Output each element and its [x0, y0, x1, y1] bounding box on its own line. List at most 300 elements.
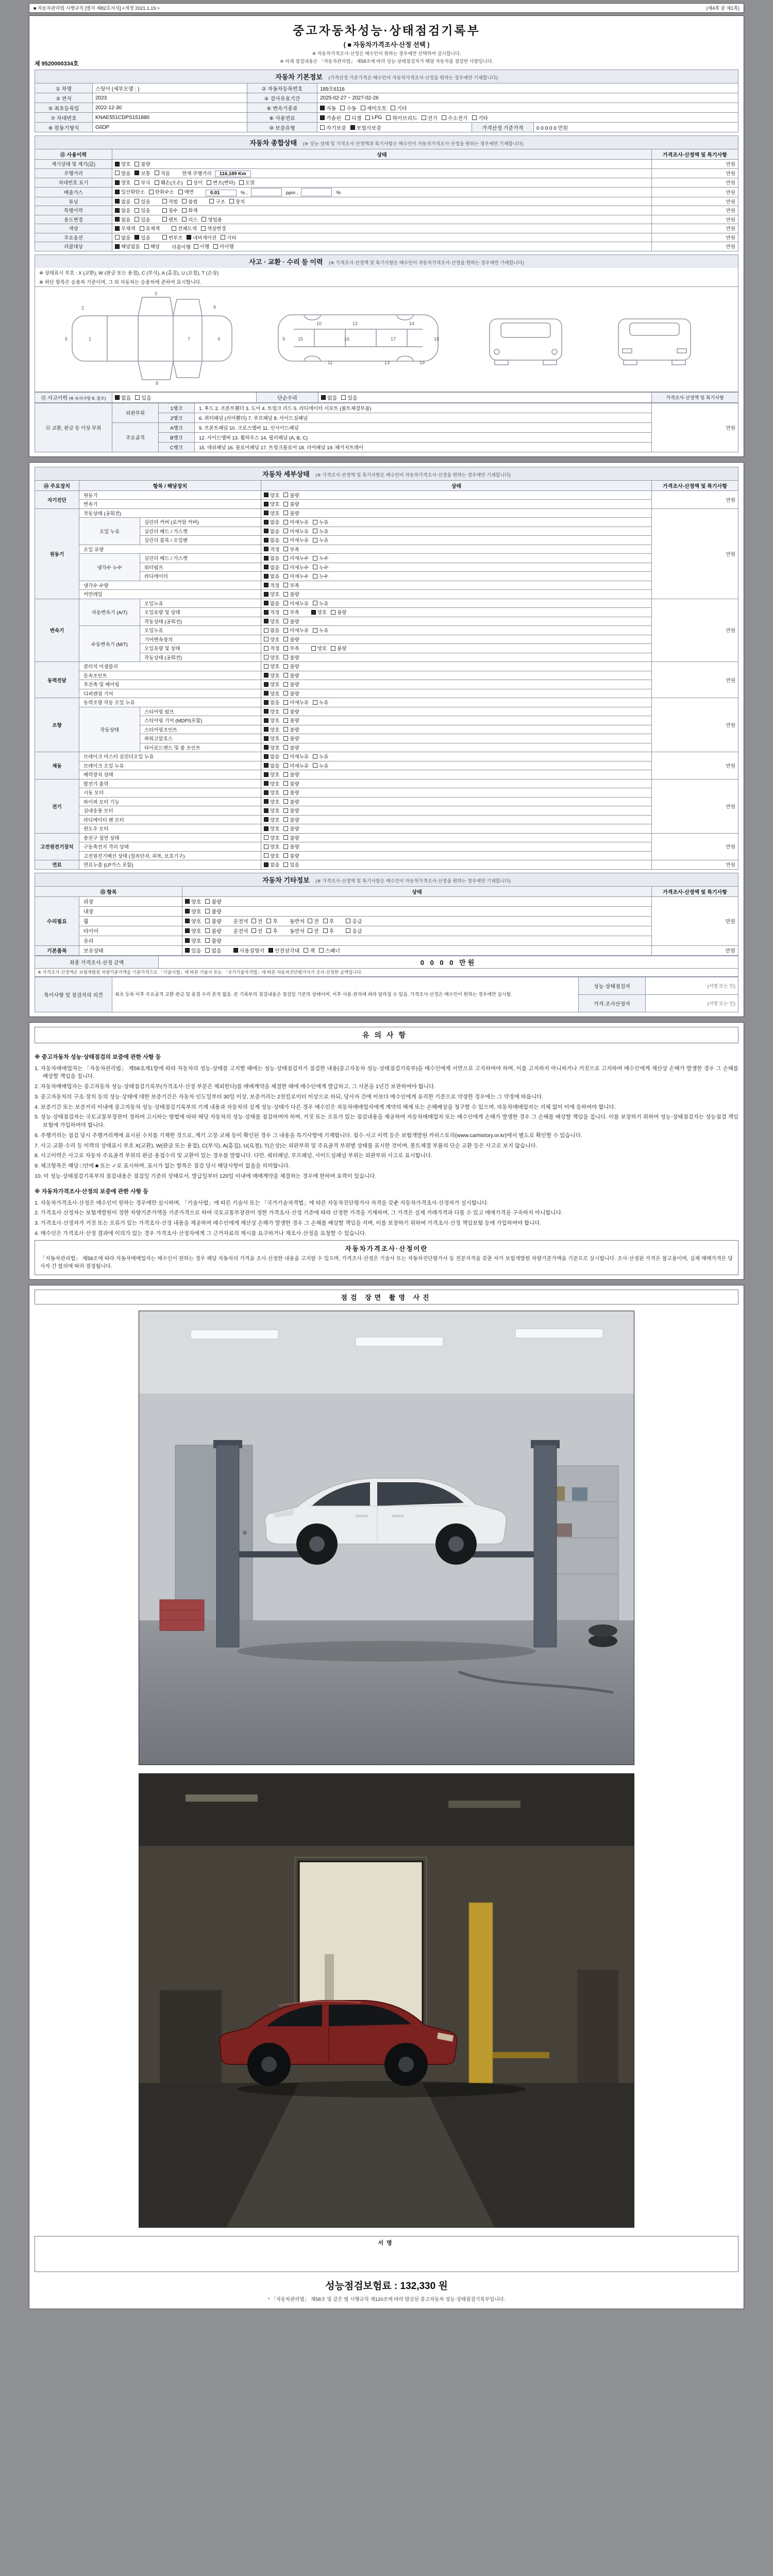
option-후[interactable] [266, 927, 278, 935]
option-누유[interactable] [313, 528, 328, 535]
option-불량[interactable] [283, 500, 299, 507]
option-불량[interactable] [283, 681, 299, 688]
option-색상변경[interactable] [201, 225, 226, 232]
checkbox-checked-icon [311, 610, 316, 615]
option-응급[interactable] [346, 917, 362, 925]
option-보통[interactable] [135, 170, 150, 177]
option-있음[interactable] [135, 216, 150, 223]
option-label: 리스 [188, 217, 198, 223]
option-이행[interactable] [194, 243, 209, 250]
option-label: 양호 [270, 781, 280, 787]
option-불량[interactable] [283, 843, 299, 850]
checkbox-icon [313, 754, 317, 759]
option-누수[interactable] [313, 572, 328, 580]
option-label: 불량 [290, 844, 299, 850]
option-없음[interactable] [264, 528, 279, 535]
option-불량[interactable] [283, 690, 299, 697]
option-썬루프[interactable] [162, 234, 183, 241]
option-미세누유[interactable] [283, 753, 309, 760]
option-잭[interactable] [304, 946, 315, 954]
option-구조[interactable] [209, 198, 225, 205]
option-양호[interactable] [264, 834, 279, 841]
option-스패너[interactable] [319, 946, 340, 954]
option-수소전기[interactable] [442, 114, 468, 122]
option-불량[interactable] [205, 917, 221, 925]
option-부족[interactable] [283, 608, 299, 616]
option-양호[interactable] [264, 672, 279, 679]
option-양호[interactable] [311, 608, 327, 616]
notice-item: 1. 자동차매매업자는 「자동차관리법」 제58조제1항에 따라 자동차의 성능·상태를 고지할 때에는 성능·상태점검자가 점검한 내용(중고자동차 성능·상태점검기록부)을 매수인에게 서면으로 고지하여야 하며, 이를 고지하지 아니하거나 거짓으로 고지하여 매수인에게 재산상 손해가 발생한 경우 그 손해를 배상할 책임을 집니다. [35, 1065, 738, 1080]
option-label: 양호 [270, 511, 280, 517]
option-없음[interactable] [264, 518, 279, 526]
option-무채색[interactable] [115, 225, 136, 232]
base-price-unit: 만원 [558, 125, 568, 131]
option-있음[interactable] [135, 198, 150, 205]
option-전체도색[interactable] [172, 225, 197, 232]
option-불량[interactable] [283, 672, 299, 679]
option-미세누유[interactable] [283, 528, 309, 535]
option-있음[interactable] [135, 394, 151, 401]
option-보험사보증[interactable] [350, 124, 381, 131]
option-기타[interactable] [472, 114, 488, 122]
checkbox-icon [313, 556, 317, 561]
option-없음[interactable] [115, 394, 131, 401]
option-불량[interactable] [283, 816, 299, 823]
option-양호[interactable] [264, 492, 279, 499]
option-부식[interactable] [135, 179, 150, 186]
option-없음[interactable] [264, 536, 279, 544]
option-유채색[interactable] [140, 225, 160, 232]
option-label: 부식 [141, 180, 150, 186]
option-수동[interactable] [340, 104, 356, 112]
option-적정[interactable] [264, 582, 279, 589]
option-group [115, 179, 259, 186]
option-양호[interactable] [264, 663, 279, 670]
option-불량[interactable] [205, 937, 221, 944]
option-없음[interactable] [115, 216, 130, 223]
option-양호[interactable] [264, 717, 279, 724]
option-없음[interactable] [264, 626, 279, 634]
checkbox-icon [283, 853, 288, 858]
option-있음[interactable] [135, 234, 150, 241]
option-미세누유[interactable] [283, 762, 309, 769]
option-양호[interactable] [264, 510, 279, 517]
damage-code-legend: ※ 상태표시 부호 : X (교환), W (판금 또는 용접), C (부식), A (흠집), U (요철), T (손상) [35, 268, 738, 277]
option-양호[interactable] [115, 160, 130, 167]
option-group [115, 160, 155, 167]
checkbox-icon [340, 106, 345, 110]
option-불량[interactable] [283, 492, 299, 499]
signature-block [35, 2236, 738, 2304]
option-전[interactable] [251, 927, 263, 935]
option-안전삼각대[interactable] [268, 946, 299, 954]
device-row [35, 599, 738, 608]
option-많음[interactable] [115, 170, 130, 177]
device-row [35, 833, 738, 842]
option-가솔린[interactable] [320, 114, 341, 122]
usage-item-state [112, 160, 652, 169]
option-누유[interactable] [313, 699, 328, 706]
checkbox-icon [283, 547, 288, 551]
option-불법[interactable] [182, 198, 197, 205]
item-name: 라디에이터 팬 모터 [79, 815, 261, 824]
device-row [35, 590, 738, 599]
option-불량[interactable] [283, 789, 299, 796]
item-state [261, 536, 652, 545]
option-불량[interactable] [283, 663, 299, 670]
option-group [264, 528, 332, 535]
diagram-number: 14 [409, 320, 415, 326]
option-group [346, 917, 366, 925]
option-label: 없음 [270, 520, 280, 526]
checkbox-icon [283, 601, 288, 605]
option-불량[interactable] [283, 834, 299, 841]
table-row [35, 956, 738, 968]
option-양호[interactable] [264, 690, 279, 697]
option-양호[interactable] [264, 843, 279, 850]
option-해당없음[interactable] [115, 243, 140, 250]
option-미세누유[interactable] [283, 518, 309, 526]
option-전[interactable] [251, 917, 263, 925]
option-불량[interactable] [283, 708, 299, 715]
item-name: 파워고압호스 [140, 734, 261, 743]
option-group [115, 188, 198, 195]
option-미세누유[interactable] [283, 536, 309, 544]
option-group [264, 726, 304, 733]
option-적정[interactable] [264, 645, 279, 652]
engine-code-value: G6DP [93, 123, 247, 132]
option-없음[interactable] [205, 946, 221, 954]
checkbox-icon [162, 217, 167, 222]
option-양호[interactable] [264, 816, 279, 823]
checkbox-checked-icon [115, 244, 120, 249]
option-label: 불량 [290, 790, 299, 796]
checkbox-checked-icon [264, 772, 268, 777]
option-있음[interactable] [341, 394, 357, 401]
item-name: 동력조향 작동 오일 누유 [79, 698, 261, 707]
option-불량[interactable] [283, 618, 299, 625]
usage-item-state [112, 224, 652, 233]
item-state [182, 945, 652, 955]
panel-category: 외판부위 [112, 403, 159, 422]
appraiser-label: 가격·조사산정자 [579, 994, 646, 1012]
option-양호[interactable] [264, 825, 279, 832]
option-양호[interactable] [311, 645, 327, 652]
option-있음[interactable] [135, 207, 150, 214]
option-적음[interactable] [155, 170, 170, 177]
option-양호[interactable] [185, 897, 201, 905]
option-불량[interactable] [283, 717, 299, 724]
rank-label: A랭크 [159, 422, 195, 432]
option-후[interactable] [323, 917, 334, 925]
device-group-name: 자기진단 [35, 490, 79, 509]
checkbox-checked-icon [320, 115, 325, 120]
option-미세누유[interactable] [283, 699, 309, 706]
option-없음[interactable] [264, 861, 279, 868]
option-양호[interactable] [264, 681, 279, 688]
option-없음[interactable] [264, 564, 279, 571]
usage-history-row [35, 206, 738, 215]
option-장치[interactable] [229, 198, 245, 205]
option-불량[interactable] [283, 852, 299, 859]
checkbox-icon [205, 948, 210, 953]
option-label: 전 [257, 929, 263, 935]
option-누유[interactable] [313, 626, 328, 634]
price-amount-cell: 만원 [652, 860, 738, 870]
option-영업용[interactable] [201, 216, 222, 223]
option-없음[interactable] [264, 762, 279, 769]
device-row [35, 797, 738, 806]
option-침수[interactable] [162, 207, 178, 214]
option-없음[interactable] [264, 572, 279, 580]
option-적법[interactable] [162, 198, 178, 205]
option-양호[interactable] [264, 807, 279, 814]
panel-photos [29, 1285, 744, 2309]
option-불량[interactable] [283, 771, 299, 778]
option-양호[interactable] [264, 852, 279, 859]
option-양호[interactable] [264, 798, 279, 805]
option-있음[interactable] [283, 861, 299, 868]
option-group [264, 636, 304, 643]
checkbox-icon [213, 244, 218, 249]
option-없음[interactable] [115, 198, 130, 205]
option-없음[interactable] [264, 600, 279, 607]
option-세미오토[interactable] [361, 104, 387, 112]
option-양호[interactable] [264, 654, 279, 661]
checkbox-checked-icon [264, 700, 268, 705]
option-기타[interactable] [391, 104, 407, 112]
item-state [261, 572, 652, 581]
option-미세누수[interactable] [283, 564, 309, 571]
option-불량[interactable] [283, 636, 299, 643]
inspector-signature-area[interactable]: (서명 또는 인) [646, 977, 738, 994]
item-state [261, 617, 652, 626]
option-기타[interactable] [221, 234, 236, 241]
option-양호[interactable] [264, 726, 279, 733]
option-양호[interactable] [185, 927, 201, 935]
checkbox-icon [194, 244, 198, 249]
option-후[interactable] [266, 917, 278, 925]
option-미세누수[interactable] [283, 572, 309, 580]
option-양호[interactable] [264, 780, 279, 787]
option-양호[interactable] [185, 937, 201, 944]
option-없음[interactable] [321, 394, 337, 401]
option-사용설명서[interactable] [233, 946, 264, 954]
option-group [115, 394, 156, 401]
option-양호[interactable] [264, 618, 279, 625]
option-없음[interactable] [264, 753, 279, 760]
option-탄화수소[interactable] [149, 188, 174, 195]
checkbox-icon [207, 180, 211, 185]
option-label: 불량 [290, 826, 299, 832]
checkbox-checked-icon [264, 502, 268, 506]
checkbox-icon [266, 928, 271, 933]
option-없음[interactable] [115, 207, 130, 214]
option-일산화탄소[interactable] [115, 188, 145, 195]
car-name-value [93, 83, 247, 93]
item-subgroup: 자동변속기 (A/T) [79, 599, 140, 626]
option-자기보증[interactable] [320, 124, 346, 131]
option-불량[interactable] [331, 645, 346, 652]
option-화재[interactable] [182, 207, 197, 214]
option-group [185, 946, 226, 954]
option-불량[interactable] [331, 608, 346, 616]
option-누유[interactable] [313, 518, 328, 526]
option-하이브리드[interactable] [386, 114, 417, 122]
option-도말[interactable] [239, 179, 255, 186]
checkbox-icon [283, 700, 288, 705]
checkbox-icon [135, 199, 139, 204]
option-label: 디젤 [351, 115, 362, 122]
option-양호[interactable] [185, 917, 201, 925]
option-훼손(오손)[interactable] [155, 179, 183, 186]
device-group-name: 수리필요 [35, 896, 79, 945]
option-불량[interactable] [135, 160, 150, 167]
option-부족[interactable] [283, 645, 299, 652]
option-변조(변타)[interactable] [207, 179, 235, 186]
photo-lifted-car [139, 1311, 634, 1765]
option-불량[interactable] [283, 825, 299, 832]
option-부족[interactable] [283, 546, 299, 553]
option-불량[interactable] [205, 897, 221, 905]
signature-box[interactable]: 서명 [35, 2236, 738, 2272]
checkbox-icon [264, 853, 268, 858]
option-미이행[interactable] [213, 243, 234, 250]
option-불량[interactable] [283, 780, 299, 787]
checkbox-icon [313, 628, 317, 633]
option-불량[interactable] [205, 907, 221, 915]
option-미세누유[interactable] [283, 626, 309, 634]
option-불량[interactable] [283, 590, 299, 598]
option-누유[interactable] [313, 762, 328, 769]
option-있음[interactable] [185, 946, 201, 954]
item-subgroup: 오일 누유 [79, 518, 140, 545]
option-LPG[interactable] [365, 115, 382, 121]
option-불량[interactable] [205, 927, 221, 935]
option-양호[interactable] [115, 179, 130, 186]
option-양호[interactable] [264, 708, 279, 715]
field-label: ⑤ 최초등록일 [35, 103, 93, 113]
option-label: 양호 [270, 682, 280, 688]
option-label: 있음 [141, 199, 150, 205]
option-불량[interactable] [283, 744, 299, 751]
option-label: 적정 [270, 646, 280, 652]
option-누수[interactable] [313, 564, 328, 571]
inline-label: 동반석 [290, 929, 305, 935]
option-디젤[interactable] [345, 114, 361, 122]
option-부족[interactable] [283, 582, 299, 589]
option-불량[interactable] [283, 798, 299, 805]
option-자동[interactable] [320, 104, 336, 112]
option-양호[interactable] [264, 590, 279, 598]
option-미세누유[interactable] [283, 600, 309, 607]
accident-history-options [112, 392, 257, 402]
photo-garage-car [139, 1774, 634, 2227]
option-상이[interactable] [187, 179, 203, 186]
price-amount-cell: 만원 [652, 752, 738, 779]
price-amount-cell: 만원 [652, 215, 738, 224]
option-적정[interactable] [264, 608, 279, 616]
option-누유[interactable] [313, 753, 328, 760]
option-없음[interactable] [264, 699, 279, 706]
option-양호[interactable] [264, 789, 279, 796]
option-누유[interactable] [313, 536, 328, 544]
option-양호[interactable] [185, 907, 201, 915]
option-후[interactable] [323, 927, 334, 935]
checkbox-icon [283, 592, 288, 597]
checkbox-icon [283, 844, 288, 849]
usage-item-label: 차대번호 표기 [35, 178, 112, 188]
option-label: 적법 [168, 199, 178, 205]
option-불량[interactable] [283, 510, 299, 517]
option-양호[interactable] [264, 636, 279, 643]
checkbox-icon [283, 529, 288, 533]
section-note: (※ 성능·상태 및 가격조사·산정액과 특기사항은 매수인이 자동차가격조사·산정을 원하는 경우에만 기재합니다) [303, 141, 524, 146]
option-렌트[interactable] [162, 216, 178, 223]
option-label: 양호 [270, 502, 280, 507]
option-label: 변조(변타) [213, 180, 236, 186]
item-name: 내장 [79, 906, 182, 916]
option-전[interactable] [308, 927, 319, 935]
option-전기[interactable] [422, 114, 438, 122]
checkbox-checked-icon [185, 938, 190, 943]
option-group [264, 590, 304, 598]
usage-item-state [112, 178, 652, 188]
option-전[interactable] [308, 917, 319, 925]
checkbox-checked-icon [264, 538, 268, 543]
usage-item-label: 계기상태 및 계기(값) [35, 160, 112, 169]
option-불량[interactable] [283, 807, 299, 814]
checkbox-checked-icon [264, 601, 268, 605]
option-누유[interactable] [313, 600, 328, 607]
option-양호[interactable] [264, 744, 279, 751]
notice-item: 10. 이 성능·상태점검기록부의 점검내용은 점검일 기준의 상태로서, 발급일부터 120일 이내에 매매계약을 체결하는 경우에 한하여 효력이 있습니다. [35, 1173, 377, 1179]
option-해당[interactable] [144, 243, 160, 250]
option-불량[interactable] [283, 654, 299, 661]
option-적정[interactable] [264, 546, 279, 553]
option-label: 부족 [290, 547, 299, 553]
rank-items: 9. 프론트패널 10. 크로스멤버 11. 인사이드패널 [195, 422, 652, 432]
option-네비게이션[interactable] [187, 234, 216, 241]
checkbox-checked-icon [264, 529, 268, 533]
option-label: 기타 [397, 106, 407, 112]
option-불량[interactable] [283, 726, 299, 733]
column-header: 상태 [261, 480, 652, 490]
option-양호[interactable] [264, 771, 279, 778]
option-없음[interactable] [264, 554, 279, 562]
option-group [233, 946, 344, 954]
option-양호[interactable] [264, 735, 279, 742]
option-누수[interactable] [313, 554, 328, 562]
option-응급[interactable] [346, 927, 362, 935]
device-row [35, 743, 738, 752]
checkbox-checked-icon [264, 790, 268, 795]
appraiser-signature-area[interactable]: (서명 또는 인) [646, 994, 738, 1012]
option-label: 수소전기 [447, 115, 468, 122]
checkbox-checked-icon [233, 948, 238, 953]
option-없음[interactable] [115, 234, 130, 241]
option-매연[interactable] [178, 188, 194, 195]
option-label: 무채색 [121, 226, 136, 232]
option-불량[interactable] [283, 735, 299, 742]
option-리스[interactable] [182, 216, 197, 223]
checkbox-icon [283, 655, 288, 659]
option-양호[interactable] [264, 500, 279, 507]
item-state [261, 815, 652, 824]
base-price-label: 가격산정 기준가격 [472, 123, 534, 132]
device-row [35, 536, 738, 545]
option-미세누수[interactable] [283, 554, 309, 562]
